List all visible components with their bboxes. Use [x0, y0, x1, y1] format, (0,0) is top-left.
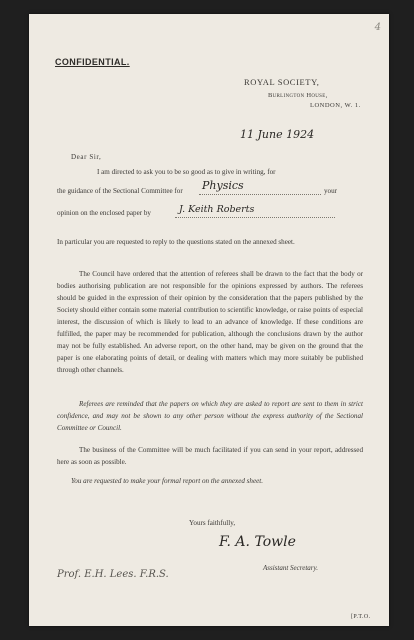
salutation: Dear Sir,: [71, 153, 102, 161]
handwritten-author: J. Keith Roberts: [179, 204, 255, 215]
closing: Yours faithfully,: [189, 519, 236, 527]
handwritten-addressee: Prof. E.H. Lees. F.R.S.: [57, 569, 169, 580]
please-turn-over: [P.T.O.: [351, 614, 371, 620]
signature: F. A. Towle: [219, 534, 296, 550]
intro-line-2-suffix: your: [324, 187, 338, 195]
letterhead-city: LONDON, W. 1.: [310, 102, 361, 109]
handwritten-section: Physics: [202, 179, 244, 192]
intro-line-2-prefix: the guidance of the Sectional Committee for: [57, 187, 183, 195]
intro-line-1: I am directed to ask you to be so good as to give in writing, for: [97, 168, 276, 176]
paragraph-questions: In particular you are requested to reply to the questions stated on the annexed sheet.: [57, 238, 295, 246]
signatory-title: Assistant Secretary.: [263, 564, 318, 572]
section-field-line: [199, 194, 321, 195]
paragraph-business: The business of the Committee will be much facilitated if you can send in your report, addressed here as soon as possible.: [57, 446, 363, 466]
letterhead-building: Burlington House,: [268, 92, 328, 99]
paragraph-council-instructions: The Council have ordered that the attention of referees shall be drawn to the fact that the body or bodies authorising publication are not responsible for the opinions expressed by authors. The referees should be guided in the expression of their opinion by the consideration that the papers published by the Society should either contain some material contribution to scientific knowledge, or raise points of especial interest, the discussion of which is likely to lead to an advance of knowledge. If these conditions are fulfilled, the paper may be recommended for publication, although the conclusions drawn by the author may not be fully established. An adverse report, on the other hand, may be given on the ground that the paper is one elaborating points of detail, or dealing with matters which may more suitably be published through other channels.: [57, 270, 363, 374]
paragraph-formal-report: You are requested to make your formal report on the annexed sheet.: [71, 477, 264, 485]
intro-line-3-prefix: opinion on the enclosed paper by: [57, 209, 151, 217]
letter-page: [29, 14, 389, 626]
letterhead-society: ROYAL SOCIETY,: [244, 77, 320, 87]
paragraph-confidentiality: Referees are reminded that the papers on which they are asked to report are sent to them in strict confidence, and may not be shown to any other person without the express authority of the Sectional Committee or Council.: [57, 400, 363, 432]
archive-page-number: 4: [374, 22, 381, 33]
confidential-heading: CONFIDENTIAL.: [55, 57, 130, 67]
handwritten-date: 11 June 1924: [240, 128, 315, 141]
author-field-line: [175, 217, 335, 218]
